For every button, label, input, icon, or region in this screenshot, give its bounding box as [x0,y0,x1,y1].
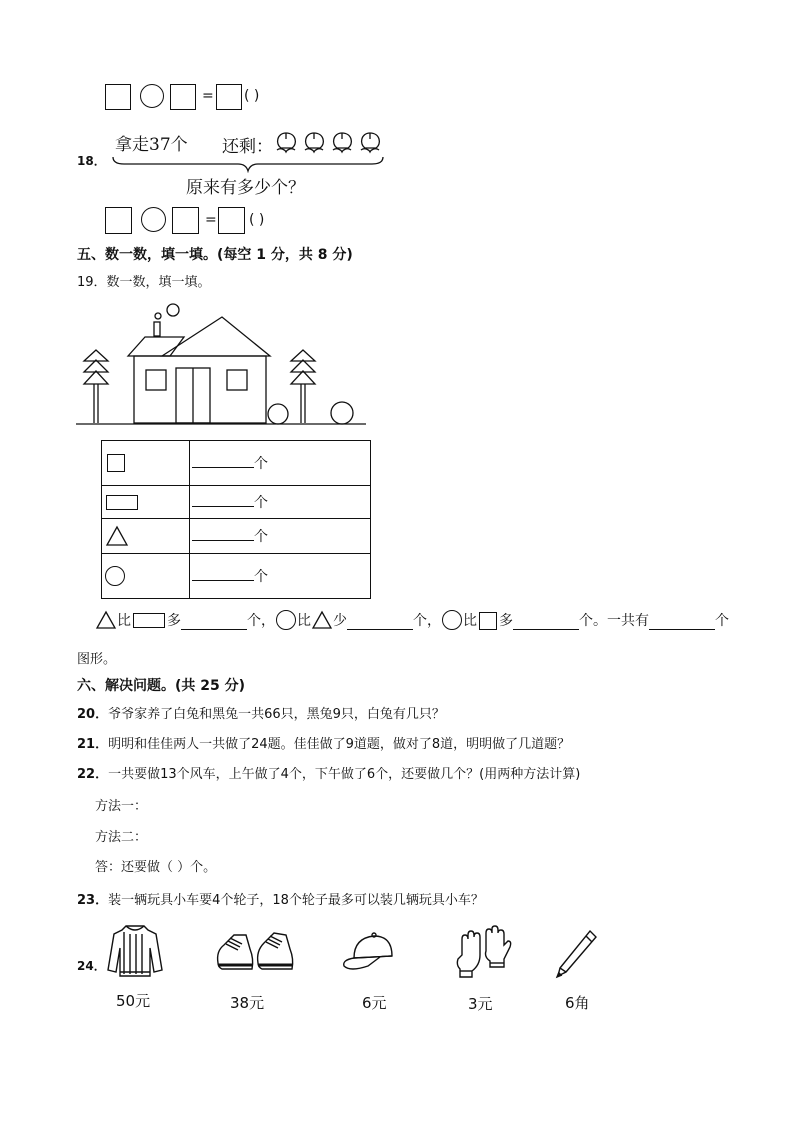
question-number: 22． [77,767,109,782]
circle-icon [276,610,296,630]
price-label: 6角 [565,994,590,1012]
operator-circle-2[interactable] [141,207,166,232]
compare-text: 多 [167,613,181,629]
question-21 [77,733,570,752]
triangle-icon [311,610,333,630]
take-away-label: 拿走37个 [115,135,188,155]
compare-text: 个。一共有 [579,613,649,629]
triangle-icon [95,610,117,630]
operator-circle[interactable] [140,84,164,108]
house-scene-icon [74,300,370,428]
answer-blank[interactable] [192,492,254,507]
table-row [102,519,371,554]
price-label: 6元 [362,994,387,1012]
equation-box-4[interactable] [172,207,199,234]
answer-blank[interactable] [513,615,579,630]
compare-text: 个， [413,613,441,629]
price-label: 38元 [230,994,265,1012]
square-icon [107,454,125,472]
section-5-title: 五、数一数，填一填。(每空 1 分，共 8 分) [77,247,353,263]
circle-icon [105,566,125,586]
answer-blank[interactable] [192,453,254,468]
question-20 [77,703,445,722]
equation-box-1[interactable] [105,84,131,110]
question-19: 19．数一数，填一填。 [77,275,211,290]
compare-text: 个， [247,613,275,629]
question-number: 20． [77,707,109,722]
shape-count-table [101,440,371,599]
section-6-title: 六、解决问题。(共 25 分) [77,678,246,694]
table-row [102,486,371,519]
result-box-2[interactable] [218,207,245,234]
question-number: 21． [77,737,109,752]
unit-label: 个 [254,529,268,545]
method-two-label: 方法二： [95,830,148,845]
equals-sign: = [202,88,214,104]
answer-blank[interactable] [192,566,254,581]
cap-icon [340,930,396,974]
circle-icon [442,610,462,630]
brace-icon [112,155,384,173]
compare-text: 个 [715,613,729,629]
price-label: 50元 [116,992,151,1010]
question-number: 23． [77,893,109,908]
question-number-18: 18． [77,154,106,168]
compare-text: 比 [297,613,311,629]
result-box[interactable] [216,84,242,110]
answer-blank[interactable] [192,526,254,541]
gloves-icon [456,925,512,981]
answer-line[interactable]: 答：还要做（ ）个。 [95,860,217,875]
compare-text: 比 [463,613,477,629]
triangle-icon [105,525,131,547]
table-row [102,554,371,599]
unit-paren-2[interactable]: ( ) [249,212,265,228]
method-one-label: 方法一： [95,799,148,814]
question-22 [77,763,580,782]
price-label: 3元 [468,995,493,1013]
question-text: 明明和佳佳两人一共做了24题。佳佳做了9道题，做对了8道，明明做了几道题？ [108,737,571,752]
shoes-icon [214,925,296,975]
unit-paren[interactable]: ( ) [244,88,260,104]
answer-blank[interactable] [649,615,715,630]
question-23 [77,889,484,908]
square-icon [479,612,497,630]
question-number-24: 24． [77,959,106,973]
rectangle-icon [133,613,165,628]
compare-text: 少 [333,613,347,629]
compare-text: 比 [117,613,131,629]
answer-blank[interactable] [181,615,247,630]
equals-sign-2: = [205,212,217,228]
question-text: 装一辆玩具小车要4个轮子，18个轮子最多可以装几辆玩具小车？ [108,893,484,908]
remain-label: 还剩： [222,137,273,157]
sweater-icon [104,922,166,980]
comparison-line [95,610,755,630]
question-text: 爷爷家养了白兔和黑兔一共66只，黑兔9只，白兔有几只？ [108,707,445,722]
unit-label: 个 [254,569,268,585]
table-row [102,441,371,486]
compare-text: 多 [499,613,513,629]
unit-label: 个 [254,456,268,472]
question-text: 一共要做13个风车，上午做了4个，下午做了6个，还要做几个？(用两种方法计算) [108,767,581,782]
rectangle-icon [106,495,138,510]
answer-blank[interactable] [347,615,413,630]
original-question: 原来有多少个？ [186,178,305,198]
equation-box-3[interactable] [105,207,132,234]
compare-tail: 图形。 [77,652,117,667]
equation-box-2[interactable] [170,84,196,110]
unit-label: 个 [254,495,268,511]
pencil-icon [552,928,600,980]
peaches-icon [272,128,388,156]
